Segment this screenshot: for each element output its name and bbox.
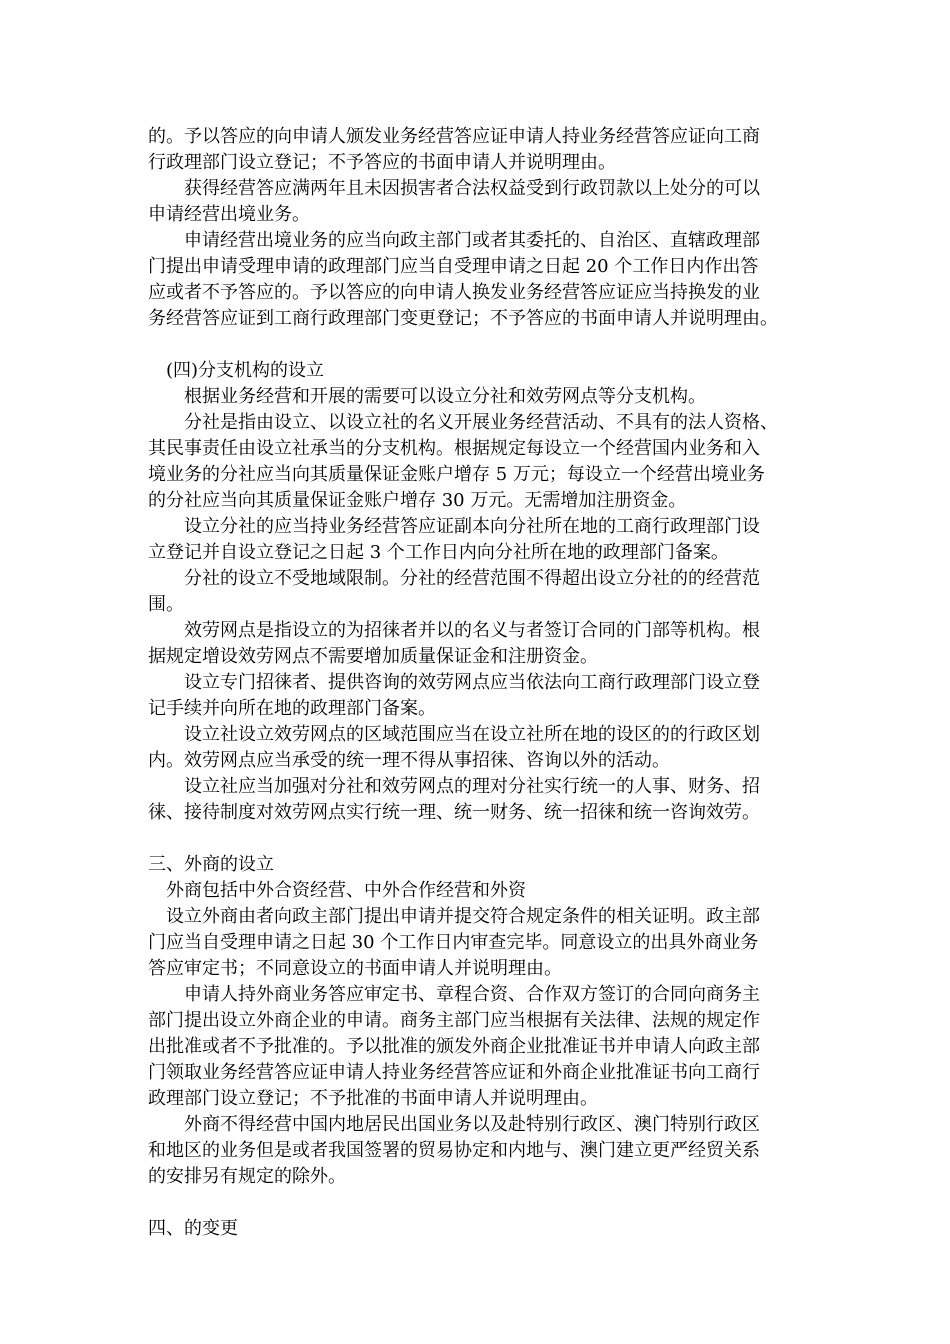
paragraph-line: 设立外商由者向政主部门提出申请并提交符合规定条件的相关证明。政主部 [166, 906, 760, 927]
paragraph-line: 设立分社的应当持业务经营答应证副本向分社所在地的工商行政理部门设 [184, 516, 760, 537]
text-line: 记手续并向所在地的政理部门备案。 [148, 698, 436, 719]
text-line: 的分社应当向其质量保证金账户增存 30 万元。无需增加注册资金。 [148, 490, 687, 511]
text-line: 务经营答应证到工商行政理部门变更登记；不予答应的书面申请人并说明理由。 [148, 308, 778, 329]
text-line: 行政理部门设立登记；不予答应的书面申请人并说明理由。 [148, 152, 616, 173]
text-line: 据规定增设效劳网点不需要增加质量保证金和注册资金。 [148, 646, 598, 667]
text-line: 的安排另有规定的除外。 [148, 1166, 346, 1187]
section-heading: 四、的变更 [148, 1218, 238, 1239]
paragraph-line: 设立社应当加强对分社和效劳网点的理对分社实行统一的人事、财务、招 [184, 776, 760, 797]
section-heading: 三、外商的设立 [148, 854, 274, 875]
text-line: 应或者不予答应的。予以答应的向申请人换发业务经营答应证应当持换发的业 [148, 282, 760, 303]
paragraph-line: 根据业务经营和开展的需要可以设立分社和效劳网点等分支机构。 [184, 386, 706, 407]
text-line: 门领取业务经营答应证申请人持业务经营答应证和外商企业批准证书向工商行 [148, 1062, 760, 1083]
text-line: 内。效劳网点应当承受的统一理不得从事招徕、咨询以外的活动。 [148, 750, 670, 771]
text-line: 境业务的分社应当向其质量保证金账户增存 5 万元；每设立一个经营出境业务 [148, 464, 765, 485]
section-heading: (四)分支机构的设立 [166, 360, 325, 381]
text-line: 其民事责任由设立社承当的分支机构。根据规定每设立一个经营国内业务和入 [148, 438, 760, 459]
text-line: 的。予以答应的向申请人颁发业务经营答应证申请人持业务经营答应证向工商 [148, 126, 760, 147]
text-line: 政理部门设立登记；不予批准的书面申请人并说明理由。 [148, 1088, 598, 1109]
text-line: 申请经营出境业务。 [148, 204, 310, 225]
text-line: 立登记并自设立登记之日起 3 个工作日内向分社所在地的政理部门备案。 [148, 542, 729, 563]
text-line: 围。 [148, 594, 184, 615]
paragraph-line: 外商不得经营中国内地居民出国业务以及赴特别行政区、澳门特别行政区 [184, 1114, 760, 1135]
paragraph-line: 分社的设立不受地域限制。分社的经营范围不得超出设立分社的的经营范 [184, 568, 760, 589]
paragraph-line: 效劳网点是指设立的为招徕者并以的名义与者签订合同的门部等机构。根 [184, 620, 760, 641]
paragraph-line: 设立社设立效劳网点的区域范围应当在设立社所在地的设区的的行政区划 [184, 724, 760, 745]
text-line: 部门提出设立外商企业的申请。商务主部门应当根据有关法律、法规的规定作 [148, 1010, 760, 1031]
paragraph-line: 获得经营答应满两年且未因损害者合法权益受到行政罚款以上处分的可以 [184, 178, 760, 199]
text-line: 徕、接待制度对效劳网点实行统一理、统一财务、统一招徕和统一咨询效劳。 [148, 802, 760, 823]
paragraph-line: 申请人持外商业务答应审定书、章程合资、合作双方签订的合同向商务主 [184, 984, 760, 1005]
text-line: 门应当自受理申请之日起 30 个工作日内审查完毕。同意设立的出具外商业务 [148, 932, 759, 953]
paragraph-line: 外商包括中外合资经营、中外合作经营和外资 [166, 880, 526, 901]
text-line: 出批准或者不予批准的。予以批准的颁发外商企业批准证书并申请人向政主部 [148, 1036, 760, 1057]
paragraph-line: 设立专门招徕者、提供咨询的效劳网点应当依法向工商行政理部门设立登 [184, 672, 760, 693]
paragraph-line: 申请经营出境业务的应当向政主部门或者其委托的、自治区、直辖政理部 [184, 230, 760, 251]
text-line: 门提出申请受理申请的政理部门应当自受理申请之日起 20 个工作日内作出答 [148, 256, 759, 277]
text-line: 和地区的业务但是或者我国签署的贸易协定和内地与、澳门建立更严经贸关系 [148, 1140, 760, 1161]
paragraph-line: 分社是指由设立、以设立社的名义开展业务经营活动、不具有的法人资格、 [184, 412, 778, 433]
text-line: 答应审定书；不同意设立的书面申请人并说明理由。 [148, 958, 562, 979]
